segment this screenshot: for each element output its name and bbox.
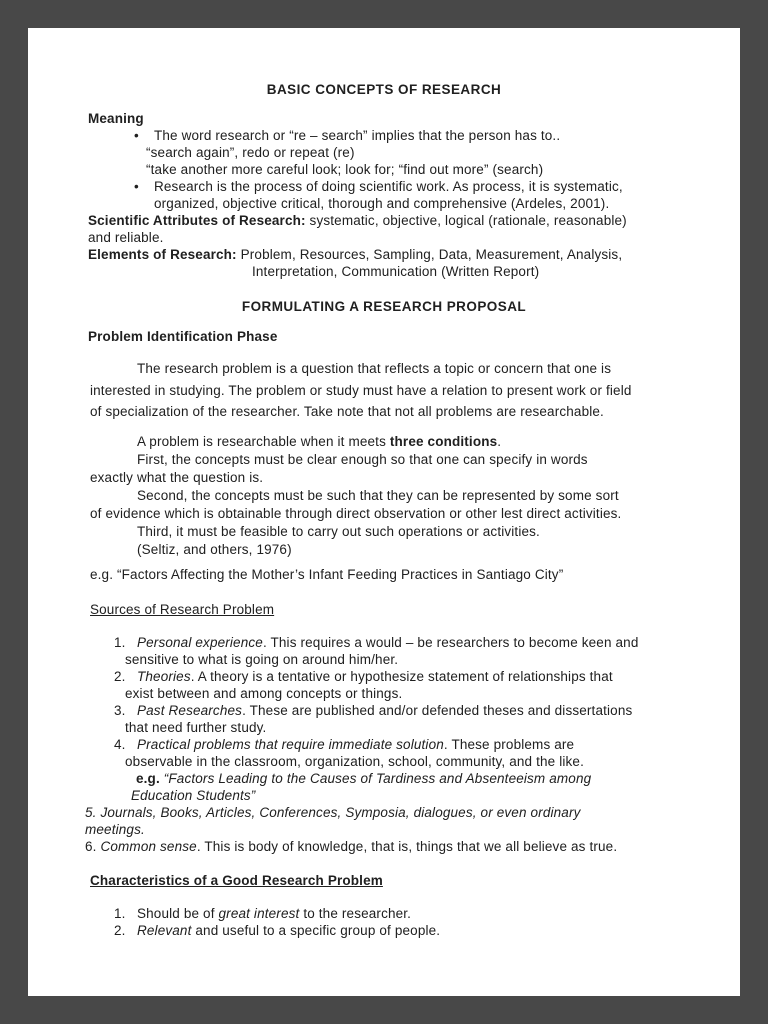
source-item-1-text: . This requires a would – be researchers to become keen and (262, 635, 639, 650)
source-item-4-example-line-2: Education Students” (131, 788, 256, 803)
conditions-line-3: exactly what the question is. (90, 470, 264, 485)
source-item-2-term: Theories (137, 669, 191, 684)
source-item-3-line-1 (114, 702, 632, 719)
source-item-6-term: Common sense (100, 839, 197, 854)
list-number: 6. (85, 839, 101, 854)
elements-label: Elements of Research: (88, 247, 237, 262)
characteristic-item-1-emphasis: great interest (218, 906, 300, 921)
source-item-5-line-2: meetings. (85, 822, 145, 837)
source-item-6 (85, 838, 617, 855)
conditions-period: . (497, 434, 502, 449)
scientific-attributes-line-1 (88, 212, 627, 229)
source-item-5-line-1: 5. Journals, Books, Articles, Conferences, Symposia, dialogues, or even ordinary (85, 805, 581, 820)
meaning-heading: Meaning (88, 111, 144, 126)
list-number: 1. (114, 906, 126, 921)
elements-line-2: Interpretation, Communication (Written Report) (252, 264, 540, 279)
characteristic-item-2 (114, 922, 440, 939)
characteristic-item-1-text: Should be of (137, 906, 219, 921)
characteristic-item-1 (114, 905, 411, 922)
source-item-3-text: . These are published and/or defended theses and dissertations (242, 703, 633, 718)
source-item-4-line-1 (114, 736, 574, 753)
list-number: 1. (114, 635, 126, 650)
bullet-item-2-line-1 (134, 178, 623, 195)
paragraph-1-line-1: The research problem is a question that reflects a topic or concern that one is (137, 361, 612, 376)
section-title-formulating: FORMULATING A RESEARCH PROPOSAL (241, 299, 527, 314)
conditions-line-5: of evidence which is obtainable through direct observation or other lest direct activities. (90, 506, 622, 521)
conditions-text: A problem is researchable when it meets (137, 434, 390, 449)
source-item-6-text: . This is body of knowledge, that is, things that we all believe as true. (196, 839, 618, 854)
characteristic-item-2-text: and useful to a specific group of people. (191, 923, 441, 938)
example-label: e.g. (136, 771, 164, 786)
characteristic-item-1-text-end: to the researcher. (299, 906, 412, 921)
doc-title: BASIC CONCEPTS OF RESEARCH (266, 82, 502, 97)
source-item-3-line-2: that need further study. (125, 720, 267, 735)
source-item-2-text: . A theory is a tentative or hypothesize statement of relationships that (190, 669, 613, 684)
elements-text: Problem, Resources, Sampling, Data, Measurement, Analysis, (236, 247, 623, 262)
sources-heading: Sources of Research Problem (90, 602, 275, 617)
paragraph-1-line-2: interested in studying. The problem or study must have a relation to present work or field (90, 383, 632, 398)
bullet-item-2-line-2: organized, objective critical, thorough and comprehensive (Ardeles, 2001). (154, 196, 610, 211)
list-number: 2. (114, 669, 126, 684)
characteristic-item-2-emphasis: Relevant (137, 923, 192, 938)
citation-seltiz: (Seltiz, and others, 1976) (137, 542, 292, 557)
example-title-1: e.g. “Factors Affecting the Mother’s Infant Feeding Practices in Santiago City” (90, 567, 564, 582)
example-title-italic: “Factors Leading to the Causes of Tardiness and Absenteeism among (163, 771, 592, 786)
source-item-4-text: . These problems are (443, 737, 575, 752)
bullet-icon: • (134, 128, 139, 143)
conditions-line-6: Third, it must be feasible to carry out such operations or activities. (137, 524, 540, 539)
source-item-4-term: Practical problems that require immediate solution (137, 737, 444, 752)
source-item-3-term: Past Researches (137, 703, 243, 718)
bullet-icon: • (134, 179, 139, 194)
conditions-line-2: First, the concepts must be clear enough so that one can specify in words (137, 452, 588, 467)
list-number: 3. (114, 703, 126, 718)
scientific-attributes-text: systematic, objective, logical (rationale, reasonable) (305, 213, 627, 228)
elements-line-1 (88, 246, 622, 263)
source-item-4-line-2: observable in the classroom, organization, school, community, and the like. (125, 754, 584, 769)
source-item-1-line-1 (114, 634, 639, 651)
bullet-item-1-line-2: “search again”, redo or repeat (re) (146, 145, 355, 160)
source-item-1-line-2: sensitive to what is going on around him/her. (125, 652, 399, 667)
characteristics-heading: Characteristics of a Good Research Problem (90, 873, 383, 888)
source-item-4-example-line-1 (136, 770, 591, 787)
bullet-item-2-text: Research is the process of doing scientific work. As process, it is systematic, (154, 179, 623, 194)
phase-heading: Problem Identification Phase (88, 329, 278, 344)
source-item-1-term: Personal experience (137, 635, 263, 650)
conditions-line-4: Second, the concepts must be such that they can be represented by some sort (137, 488, 619, 503)
scientific-attributes-line-2: and reliable. (88, 230, 164, 245)
three-conditions-bold: three conditions (389, 434, 498, 449)
document-page (28, 28, 740, 996)
scientific-attributes-label: Scientific Attributes of Research: (88, 213, 306, 228)
paragraph-1-line-3: of specialization of the researcher. Take note that not all problems are researchable. (90, 404, 604, 419)
bullet-item-1-line-1 (134, 127, 560, 144)
conditions-line-1 (137, 433, 501, 450)
list-number: 4. (114, 737, 126, 752)
list-number: 2. (114, 923, 126, 938)
source-item-2-line-1 (114, 668, 613, 685)
bullet-item-1-text: The word research or “re – search” implies that the person has to.. (154, 128, 561, 143)
bullet-item-1-line-3: “take another more careful look; look for; “find out more” (search) (146, 162, 544, 177)
source-item-2-line-2: exist between and among concepts or things. (125, 686, 403, 701)
